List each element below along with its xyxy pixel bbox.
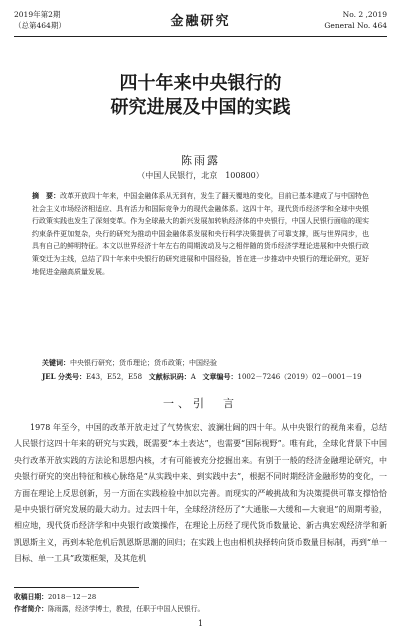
- header-general-number: General No. 464: [324, 21, 387, 30]
- keywords-label: 关键词：: [42, 358, 70, 367]
- page-number: 1: [197, 619, 204, 628]
- journal-title: 金融研究: [170, 14, 231, 29]
- header-issue-en: [324, 9, 387, 31]
- keywords: [42, 357, 369, 369]
- abstract-label: 摘 要：: [32, 191, 61, 200]
- body-paragraph: 1978 年至今，中国的改革开放走过了气势恢宏、波澜壮阔的四十年。从中央银行的视角来看，总结人民银行这四十年来的研究与实践，既需要“本土表达”，也需要“国际视野”。唯有此，全球化背景下中国央行改革开放实践的方法论和思想内核，才有可能被充分挖掘出来。有别于一般的经济金融理论研究，中央银行研究的突出特征和核心脉络是“从实践中来、到实践中去”，根据不同时期经济金融形势的变化，一方面在理论上反思创新，另一方面在实践检验中加以完善。而现实的严峻挑战和为决策提供可靠支撑恰恰是中央银行研究发展的最大动力。过去四十年，全球经济经历了“大通胀—大缓和—大衰退”的周期考验，相应地，现代货币经济学和中央银行政策操作，在理论上历经了现代货币数量论、新古典宏观经济学和新凯恩斯主义，再到本轮危机后凯恩斯思潮的回归；在实践上也由相机抉择转向货币数量目标制，再到“单一目标、单一工具”政策框架，及其危机: [14, 423, 387, 564]
- doc-code-value: A: [190, 373, 196, 381]
- author-bio: [14, 604, 387, 614]
- received-date: [14, 592, 387, 602]
- jel-value: E43，E52，E58: [86, 373, 143, 381]
- title-line-1: 四十年来中央银行的: [119, 73, 282, 94]
- abstract-text: 改革开放四十年来，中国金融体系从无到有，发生了翻天覆地的变化，目前已基本建成了与中国特色社会主义市场经济相适应、具有活力和国际竞争力的现代金融体系。这四十年，现代货币经济学和全球中央银行政策实践也发生了深刻变革。作为全球最大的新兴发展加转轨经济体的中央银行，中国人民银行面临的现实约束条件更加复杂，央行的研究为推动中国金融体系发展和央行科学决策提供了可靠支撑，既与世界同步，也具有自己的鲜明特征。本文以世界经济十年左右的周期波动及与之相伴随的货币经济学理论进展和中央银行政策变迁为主线，总结了四十年来中央银行的研究进展和中国经验，旨在进一步推动中央银行的理论研究，更好地促进金融高质量发展。: [32, 192, 370, 276]
- received-label: 收稿日期：: [14, 593, 48, 601]
- footnote-rule: [14, 587, 139, 588]
- doc-code-label: 文献标识码：: [148, 372, 191, 381]
- keywords-text: 中央银行研究；货币理论；货币政策；中国经验: [70, 359, 217, 367]
- title-line-2: 研究进展及中国的实践: [110, 97, 291, 118]
- author-name: 陈雨露: [181, 154, 220, 167]
- header-rule: [14, 36, 387, 37]
- header-issue-en-number: No. 2 ,2019: [342, 10, 387, 19]
- section-heading: 一、引 言: [163, 397, 238, 410]
- author-bio-text: 陈雨露，经济学博士，教授，任职于中国人民银行。: [47, 605, 205, 613]
- header-issue-number: 2019年第2期: [14, 10, 61, 19]
- abstract: [32, 190, 369, 278]
- author-affiliation: （中国人民银行，北京 100800）: [137, 171, 264, 180]
- received-value: 2018－12－28: [47, 593, 97, 601]
- body-text: [14, 420, 387, 568]
- article-number-label: 文章编号：: [202, 372, 238, 381]
- jel-label: JEL 分类号：: [42, 372, 87, 381]
- paper-title: [0, 72, 401, 120]
- article-number-value: 1002－7246（2019）02－0001－19: [237, 373, 362, 381]
- author-bio-label: 作者简介：: [14, 605, 48, 613]
- header-total-number: （总第464期）: [14, 21, 66, 30]
- classification-line: [42, 371, 369, 383]
